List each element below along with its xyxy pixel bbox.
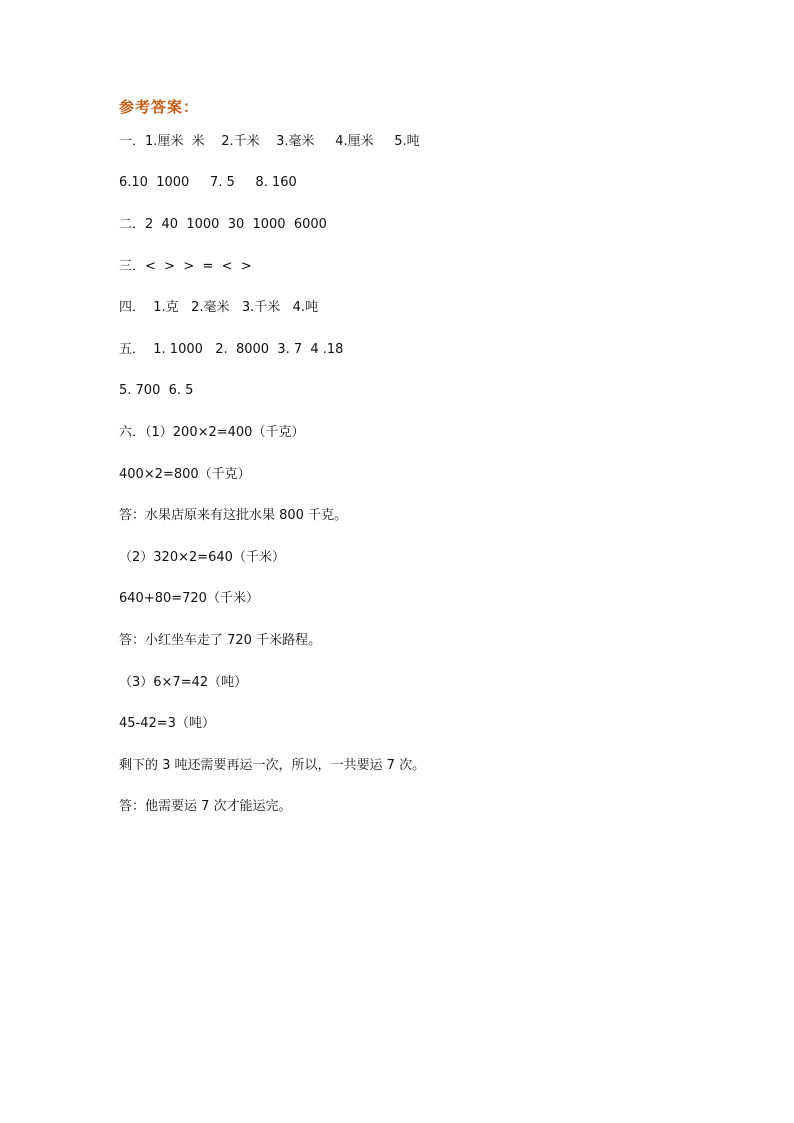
answer-line-8: 六．（1）200×2=400（千克）	[119, 425, 305, 440]
answer-line-13: 答：小红坐车走了 720 千米路程。	[119, 633, 322, 648]
answer-line-1: 一．1.厘米 米 2.千米 3.毫米 4.厘米 5.吨	[119, 134, 420, 149]
answer-line-11: （2）320×2=640（千米）	[119, 550, 285, 565]
answer-line-7: 5. 700 6. 5	[119, 383, 194, 398]
answer-line-2: 6.10 1000 7. 5 8. 160	[119, 175, 297, 190]
answer-key-heading: 参考答案：	[119, 98, 200, 116]
answer-line-6: 五． 1. 1000 2. 8000 3. 7 4 .18	[119, 342, 344, 357]
answer-line-17: 答：他需要运 7 次才能运完。	[119, 799, 292, 814]
answer-line-12: 640+80=720（千米）	[119, 591, 259, 606]
answer-line-14: （3）6×7=42（吨）	[119, 675, 248, 690]
answer-line-15: 45-42=3（吨）	[119, 716, 215, 731]
answer-line-5: 四． 1.克 2.毫米 3.千米 4.吨	[119, 300, 319, 315]
answer-line-16: 剩下的 3 吨还需要再运一次，所以，一共要运 7 次。	[119, 758, 426, 773]
answer-line-9: 400×2=800（千克）	[119, 467, 251, 482]
answer-line-10: 答：水果店原来有这批水果 800 千克。	[119, 508, 348, 523]
answer-line-3: 二．2 40 1000 30 1000 6000	[119, 217, 327, 232]
answer-line-4: 三．< > > = < >	[119, 259, 252, 274]
